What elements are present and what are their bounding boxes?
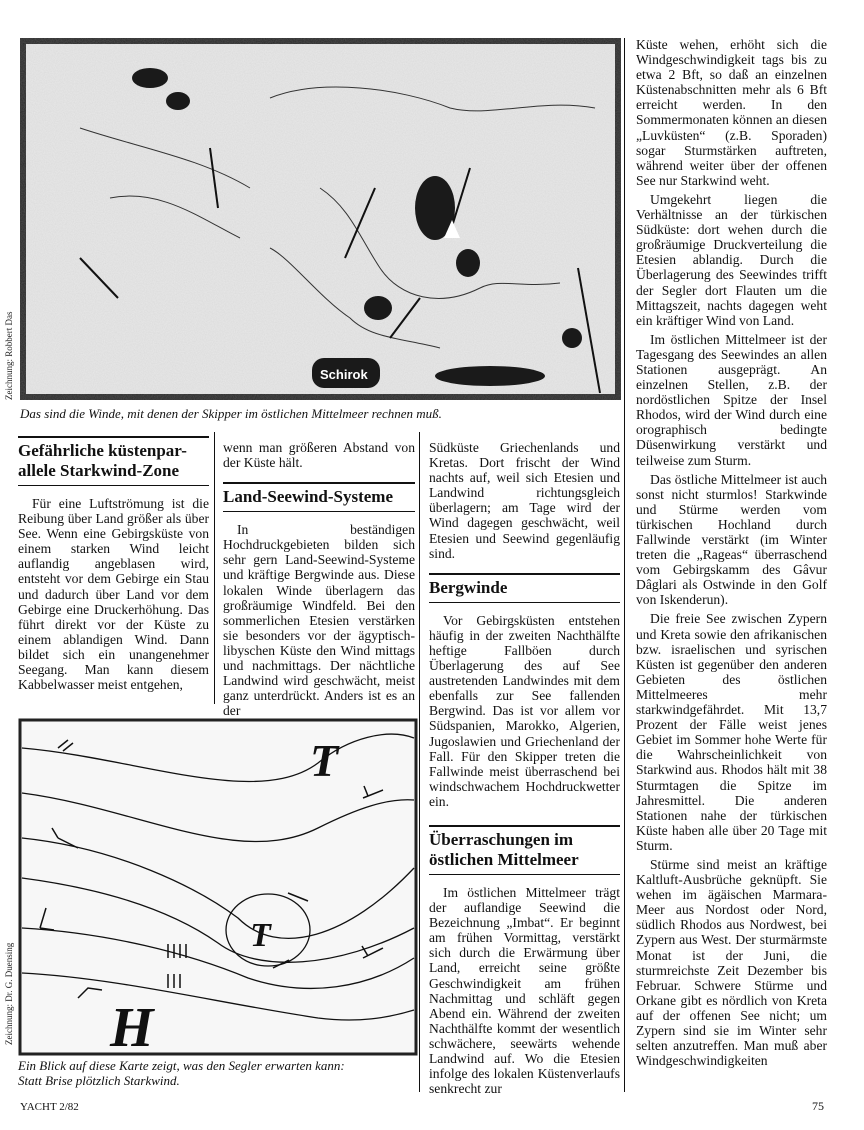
paragraph: wenn man größeren Abstand von der Küste hält. [223,440,415,471]
figure2-caption [18,1058,418,1088]
paragraph: Küste wehen, erhöht sich die Windgeschwindigkeit tags bis zu etwa 2 Bft, so daß an einzelnen Küstenabschnitten mehr als 6 Bft erreicht werden. In den Sommermonaten können an diesen „Luvküsten“ (z.B. Sporaden) sogar Sturmstärken auftreten, während weiter über der offenen See nur Starkwind weht. [636,37,827,188]
paragraph: Im östlichen Mittelmeer trägt der auflandige Seewind die Bezeichnung „Imbat“. Er beginnt am frühen Vormittag, verstärkt sich durch die Erwärmung über Land, erreicht seine größte Geschwindigkeit am frühen Nachmittag und schläft gegen Abend ein. Während der zweiten Nachthälfte kommt der wesentlich schwächere, seewärts wehende Landwind auf. Wo die Etesien infolge des lokalen Küstenverlaufs senkrecht zur [429,884,620,1097]
paragraph: Die freie See zwischen Zypern und Kreta sowie den afrikanischen bzw. israelischen und syrischen Küsten ist gegenüber den anderen Gebieten des östlichen Mittelmeeres mehr starkwindgefährdet. Mit 13,7 Prozent der Fälle weist jenes Gebiet im Sommer hohe Werte für die Wahrscheinlichkeit von Starkwind aus. Rhodos hält mit 38 Sturmtagen die Spitze im Jahresmittel. Die anderen Stationen nahe der türkischen Küste haben alle über 20 Tage mit Sturm. [636,611,827,853]
paragraph: Südküste Griechenlands und Kretas. Dort frischt der Wind nachts auf, weil sich Etesien und Landwind richtungsgleich überlagern; am Tage wird der Wind dagegen geschwächt, weil Etesien und Seewind gegenläufig sind. [429,440,620,561]
column-1 [18,434,209,692]
low-pressure-label: T [310,735,339,786]
low-pressure-center-label: T [250,917,271,954]
section-heading-ueberraschungen: Überraschungen im östlichen Mittelmeer [429,825,620,875]
column-2 [223,440,415,718]
paragraph: Vor Gebirgsküsten entstehen häufig in der zweiten Nachthälfte heftige Fallböen durch Überlagerung des auf See austretenden Landwindes mit dem ebenfalls zur See fallenden Bergwind. Das ist vor allem vor Südspanien, Marokko, Algerien, Jugoslawien und Griechenland der Fall. Für den Skipper treten die Fallwinde meist überraschend bei windschwachem Hochdruckwetter ein. [429,612,620,809]
map-label-schirok: Schirok [320,367,368,382]
paragraph: Das östliche Mittelmeer ist auch sonst nicht sturmlos! Starkwinde und Stürme werden vom türkischen Hochland durch Fallwinde verstärkt (im Winter treten die „Rageas“ überraschend vom Gebirgskamm des Gâvur Dâglari als Ostwinde in den Golf von Iskenderun). [636,471,827,608]
wind-map-figure [20,38,621,400]
section-heading-starkwind: Gefährliche küstenpar- allele Starkwind-Zone [18,436,209,486]
paragraph: Umgekehrt liegen die Verhältnisse an der türkischen Südküste: dort wehen durch die großräumige Druckverteilung die Etesien ablandig. Durch die Überlagerung des Seewindes trifft der Segler dort Flauten um die Mittagszeit, nachts dagegen weht ein kräftiger Wind von Land. [636,191,827,328]
column-rule [419,432,420,1092]
column-rule [214,432,215,704]
figure2-caption-line1: Ein Blick auf diese Karte zeigt, was den Segler erwarten kann: [18,1058,345,1073]
paragraph: Im östlichen Mittelmeer ist der Tagesgang des Seewindes an allen Stationen ausgeprägt. An einzelnen Stellen, z.B. der nordöstlichen Spitze der Insel Rhodos, wird der Wind durch eine orographisch bedingte Düsenwirkung verstärkt und teilweise zum Sturm. [636,331,827,468]
page-number: 75 [812,1099,824,1113]
column-3 [429,440,620,1096]
section-heading-bergwinde: Bergwinde [429,573,620,603]
weather-chart-figure [18,718,418,1056]
figure2-credit: Zeichnung: Dr. G. Duensing [4,942,14,1045]
section-heading-land-seewind: Land-Seewind-Systeme [223,482,415,512]
high-pressure-label: H [110,997,154,1056]
paragraph: Für eine Luftströmung ist die Reibung über Land größer als über See. Wenn eine Gebirgsküste von einem starken Wind leicht auflandig angeblasen wird, entsteht vor dem Gebirge ein Stau und dadurch über Land vor dem Gebirge eine Druckerhöhung. Das führt direkt vor der Küste zu einem ablandigen Wind. Dann bildet sich ein unangenehmer Seegang. Man kann diesem Kabbelwasser meist entgehen, [18,496,209,693]
figure1-caption: Das sind die Winde, mit denen der Skipper im östlichen Mittelmeer rechnen muß. [20,406,442,421]
paragraph: Stürme sind meist an kräftige Kaltluft-Ausbrüche geknüpft. Sie wehen im ägäischen Marmara-Meer aus Nordost oder Nord, südlich Rhodos aus Nordwest, bei Zypern aus West. Der sturmärmste Monat ist der Juni, die sturmreichste Zeit Dezember bis Februar. Schwere Stürme und Orkane gibt es nördlich von Kreta auf der offenen See nicht; um Zypern sind sie im Winter sehr selten anzutreffen. Man muß aber Windgeschwindigkeiten [636,856,827,1069]
figure2-caption-line2: Statt Brise plötzlich Starkwind. [18,1073,180,1088]
paragraph: In beständigen Hochdruckgebieten bilden sich sehr gern Land-Seewind-Systeme und kräftige Bergwinde aus. Diese lokalen Winde überlagern das großräumige Windfeld. Bei den sommerlichen Etesien verstärken sie besonders vor der ägyptisch-libyschen Küste den Wind mittags und nachmittags. Der nächtliche Landwind wird geschwächt, meist ganz unterdrückt. Anders ist es an der [223,522,415,719]
column-rule [624,38,625,1092]
figure1-credit: Zeichnung: Robbert Das [4,311,14,400]
column-4 [636,37,827,1068]
magazine-issue-label: YACHT 2/82 [20,1101,79,1113]
